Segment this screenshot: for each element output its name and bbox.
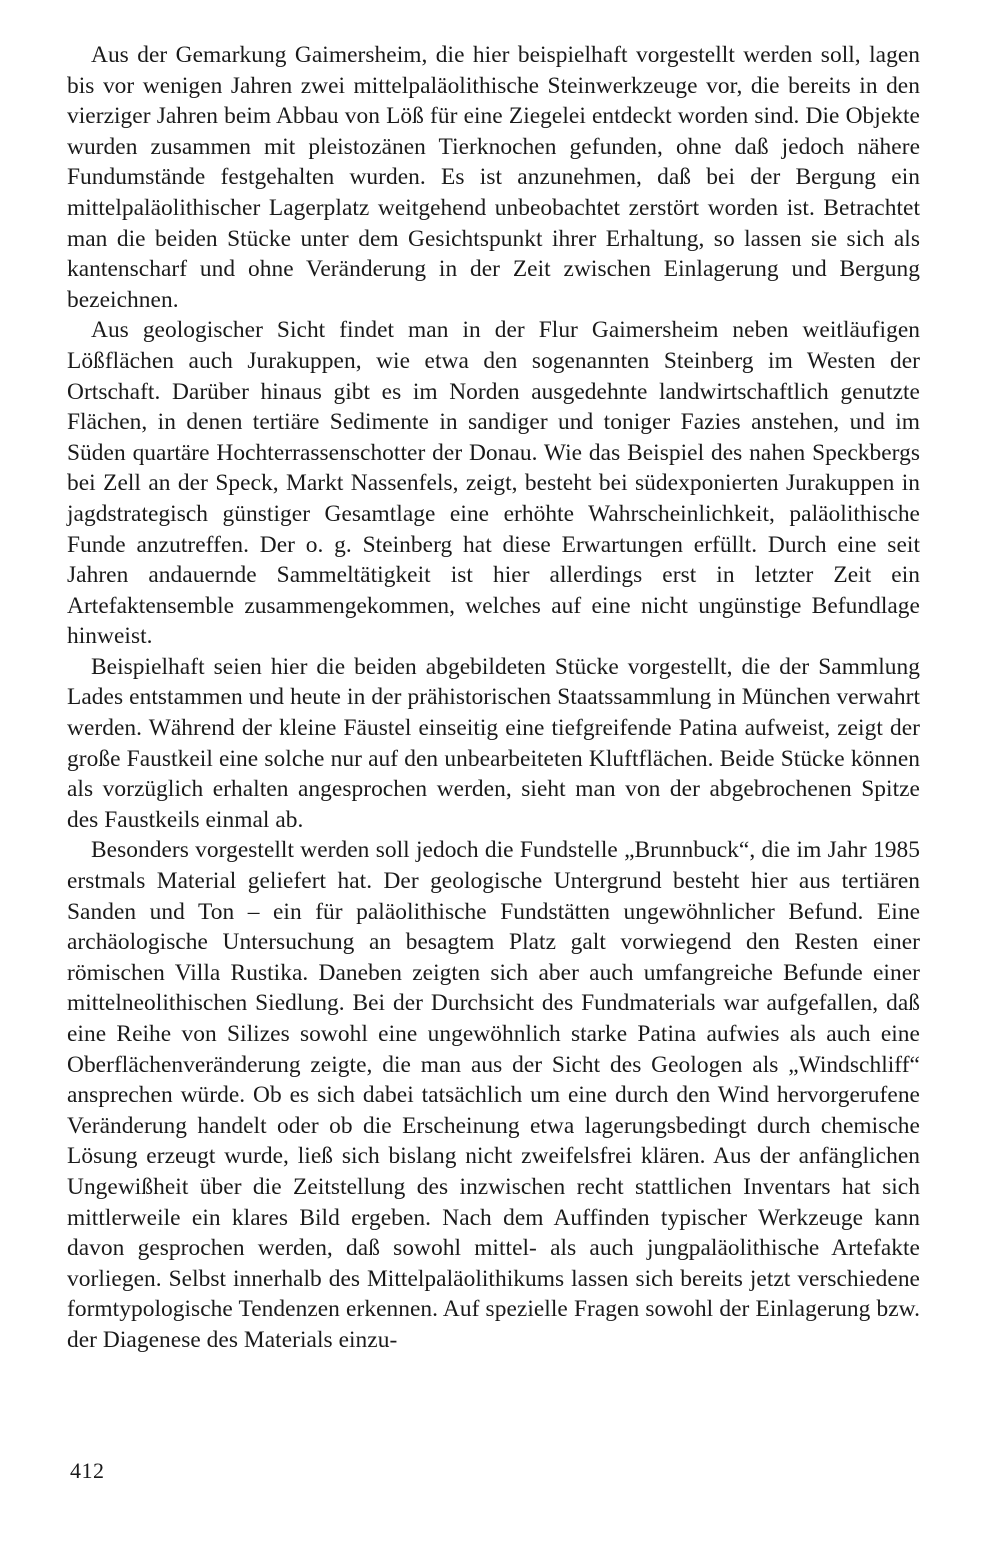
paragraph-fundstelle-brunnbuck: Besonders vorgestellt werden soll jedoch die Fundstelle „Brunnbuck“, die im Jahr 1985 erstmals Material geliefert hat. Der geologische Untergrund besteht hier aus tertiären Sanden und Ton – ein für paläolithische Fundstätten ungewöhnlicher Befund. Eine archäologische Untersuchung an besagtem Platz galt vorwiegend den Resten einer römischen Villa Rustika. Daneben zeigten sich aber auch umfangreiche Befunde einer mittelneolithischen Siedlung. Bei der Durchsicht des Fundmaterials war aufgefallen, daß eine Reihe von Silizes sowohl eine ungewöhnlich starke Patina aufwies als auch eine Oberflächenveränderung zeigte, die man aus der Sicht des Geologen als „Windschliff“ ansprechen würde. Ob es sich dabei tatsächlich um eine durch den Wind hervorgerufene Veränderung handelt oder ob die Erscheinung etwa lagerungsbedingt durch chemische Lösung erzeugt wurde, ließ sich bislang nicht zweifelsfrei klären. Aus der anfänglichen Ungewißheit über die Zeitstellung des inzwischen recht stattlichen Inventars hat sich mittlerweile ein klares Bild ergeben. Nach dem Auffinden typischer Werkzeuge kann davon gesprochen werden, daß sowohl mittel- als auch jungpaläolithische Artefakte vorliegen. Selbst innerhalb des Mittelpaläolithikums lassen sich bereits jetzt verschiedene formtypologische Tendenzen erkennen. Auf spezielle Fragen sowohl der Einlagerung bzw. der Diagenese des Materials einzu- (67, 837, 920, 1353)
paragraph-sammlung-lades: Beispielhaft seien hier die beiden abgebildeten Stücke vorgestellt, die der Sammlung Lades entstammen und heute in der prähistorischen Staatssammlung in München verwahrt werden. Während der kleine Fäustel einseitig eine tiefgreifende Patina aufweist, zeigt der große Faustkeil eine solche nur auf den unbearbeiteten Kluftflächen. Beide Stücke können als vorzüglich erhalten angesprochen werden, sieht man von der abgebrochenen Spitze des Faustkeils einmal ab. (67, 653, 920, 833)
paragraph-geologische-sicht: Aus geologischer Sicht findet man in der Flur Gaimersheim neben weitläufigen Lößflächen auch Jurakuppen, wie etwa den sogenannten Steinberg im Westen der Ortschaft. Darüber hinaus gibt es im Norden ausgedehnte landwirtschaftlich genutzte Flächen, in denen tertiäre Sedimente in sandiger und toniger Fazies anstehen, und im Süden quartäre Hochterrassenschotter der Donau. Wie das Beispiel des nahen Speckbergs bei Zell an der Speck, Markt Nassenfels, zeigt, besteht bei südexponierten Jurakuppen in jagdstrategisch günstiger Gesamtlage eine erhöhte Wahrscheinlichkeit, paläolithische Funde anzutreffen. Der o. g. Steinberg hat diese Erwartungen erfüllt. Durch eine seit Jahren andauernde Sammeltätigkeit ist hier allerdings erst in letzter Zeit ein Artefaktensemble zusammengekommen, welches auf eine nicht ungünstige Befundlage hinweist. (67, 317, 920, 650)
page-body (67, 40, 920, 1356)
paragraph-gemarkung-gaimersheim: Aus der Gemarkung Gaimersheim, die hier beispielhaft vorgestellt werden soll, lagen bis vor wenigen Jahren zwei mittelpaläolithische Steinwerkzeuge vor, die bereits in den vierziger Jahren beim Abbau von Löß für eine Ziegelei entdeckt worden sind. Die Objekte wurden zusammen mit pleistozänen Tierknochen gefunden, ohne daß jedoch nähere Fundumstände festgehalten wurden. Es ist anzunehmen, daß bei der Bergung ein mittelpaläolithischer Lagerplatz weitgehend unbeobachtet zerstört worden ist. Betrachtet man die beiden Stücke unter dem Gesichtspunkt ihrer Erhaltung, so lassen sie sich als kantenscharf und ohne Veränderung in der Zeit zwischen Einlagerung und Bergung bezeichnen. (67, 42, 920, 313)
page-number: 412 (70, 1458, 105, 1483)
